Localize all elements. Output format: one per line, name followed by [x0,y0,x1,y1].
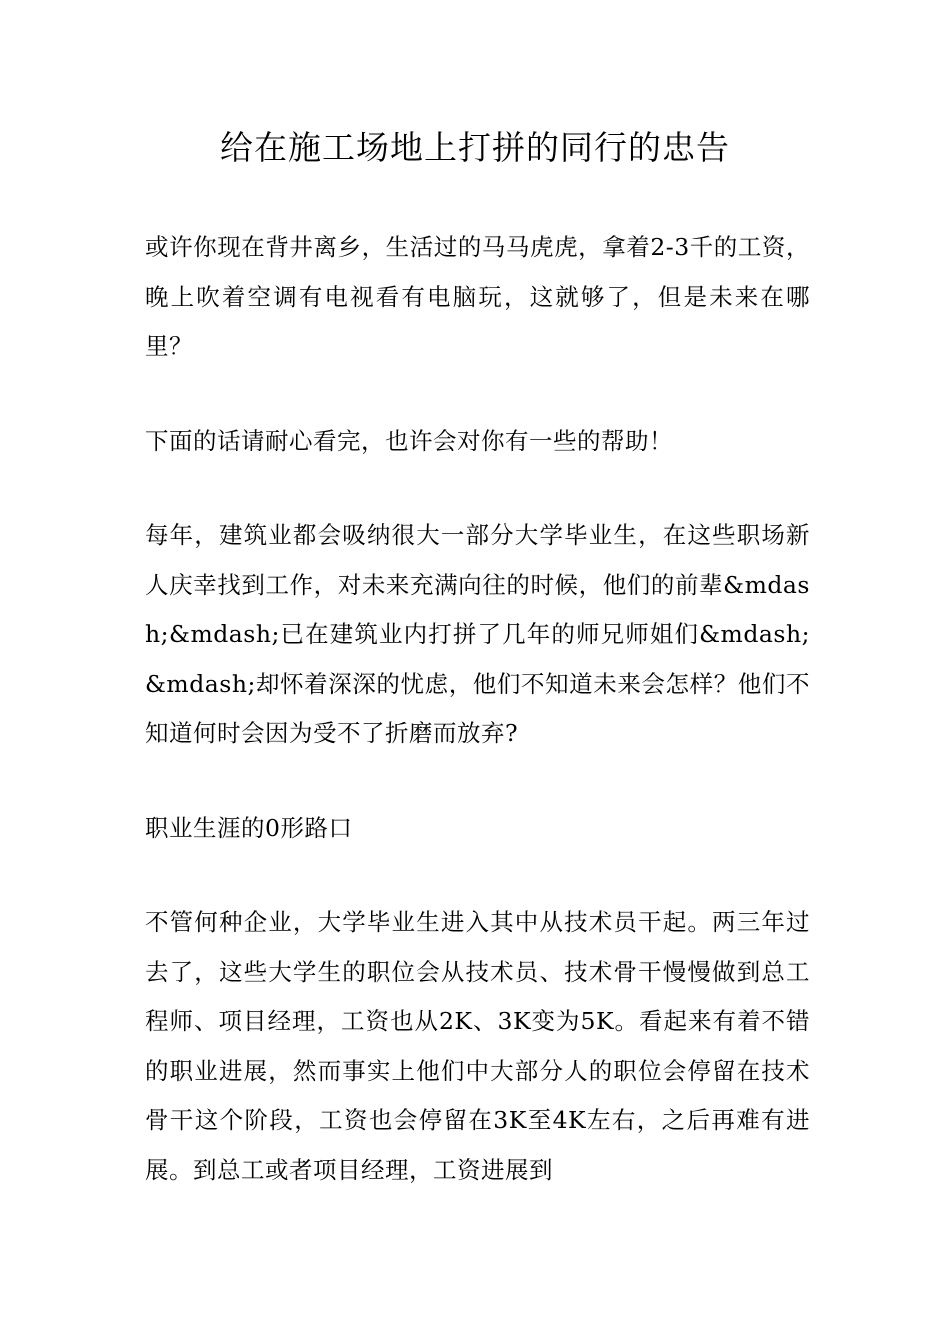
paragraph-advice: 下面的话请耐心看完，也许会对你有一些的帮助！ [145,426,673,455]
paragraph-career: 不管何种企业，大学毕业生进入其中从技术员干起。两三年过去了，这些大学生的职位会从技术员、技术骨干慢慢做到总工程师、项目经理，工资也从2K、3K变为5K。看起来有着不错的职业进展，然而事实上他们中大部分人的职位会停留在技术骨干这个阶段，工资也会停留在3K至4K左右，之后再难有进展。到总工或者项目经理，工资进展到 [145,908,810,1184]
section-heading: 职业生涯的0形路口 [145,813,353,842]
paragraph-intro: 或许你现在背井离乡，生活过的马马虎虎，拿着2-3千的工资，晚上吹着空调有电视看有电脑玩，这就够了，但是未来在哪里？ [145,233,810,360]
paragraph-industry: 每年，建筑业都会吸纳很大一部分大学毕业生，在这些职场新人庆幸找到工作，对未来充满向往的时候，他们的前辈&mdash;&mdash;已在建筑业内打拼了几年的师兄师姐们&mdash;&mdash;却怀着深深的忧虑，他们不知道未来会怎样？他们不知道何时会因为受不了折磨而放弃? [145,521,810,747]
document-title: 给在施工场地上打拼的同行的忠告 [220,128,730,167]
document-body [145,223,810,1240]
